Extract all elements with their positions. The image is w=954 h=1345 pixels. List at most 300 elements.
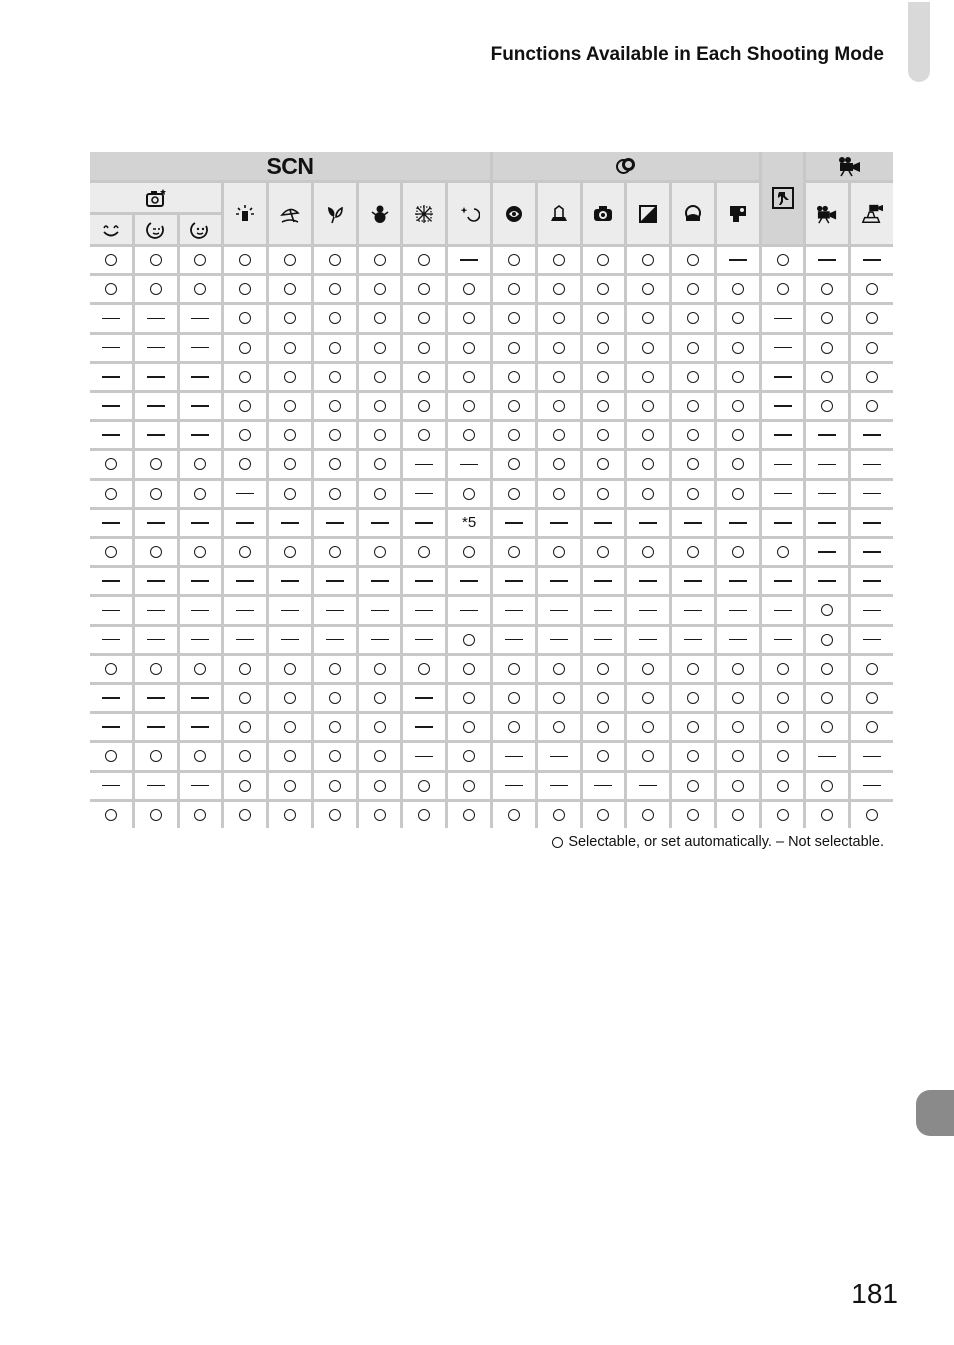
table-cell xyxy=(224,276,266,302)
not-selectable-dash-icon xyxy=(191,580,209,582)
selectable-circle-icon xyxy=(239,721,251,733)
table-cell xyxy=(672,568,714,594)
foliage-header xyxy=(314,183,356,244)
miniature-icon xyxy=(548,203,570,225)
selectable-circle-icon xyxy=(150,458,162,470)
selectable-circle-icon xyxy=(508,692,520,704)
selectable-circle-icon xyxy=(194,546,206,558)
table-cell xyxy=(180,393,222,419)
not-selectable-dash-icon xyxy=(774,318,792,320)
table-cell xyxy=(135,773,177,799)
table-cell xyxy=(90,247,132,273)
table-cell xyxy=(180,568,222,594)
table-cell xyxy=(583,247,625,273)
table-cell xyxy=(224,627,266,653)
selectable-circle-icon xyxy=(821,663,833,675)
table-cell xyxy=(538,364,580,390)
selectable-circle-icon xyxy=(105,750,117,762)
table-cell xyxy=(627,393,669,419)
table-cell xyxy=(672,773,714,799)
selectable-circle-icon xyxy=(732,312,744,324)
table-cell xyxy=(717,335,759,361)
table-cell xyxy=(672,743,714,769)
not-selectable-dash-icon xyxy=(818,551,836,553)
selectable-circle-icon xyxy=(597,254,609,266)
table-cell xyxy=(269,481,311,507)
beach-icon xyxy=(279,203,301,225)
table-cell xyxy=(448,481,490,507)
selectable-circle-icon xyxy=(418,809,430,821)
selectable-circle-icon xyxy=(150,546,162,558)
table-cell xyxy=(269,364,311,390)
selectable-circle-icon xyxy=(329,809,341,821)
table-cell xyxy=(359,481,401,507)
table-cell xyxy=(762,539,804,565)
table-cell xyxy=(180,305,222,331)
selectable-circle-icon xyxy=(866,342,878,354)
selectable-circle-icon xyxy=(329,371,341,383)
fish-eye-icon xyxy=(503,203,525,225)
table-cell xyxy=(493,656,535,682)
table-cell xyxy=(448,335,490,361)
selectable-circle-icon xyxy=(105,809,117,821)
selectable-circle-icon xyxy=(687,780,699,792)
selectable-circle-icon xyxy=(866,721,878,733)
table-cell xyxy=(538,276,580,302)
selectable-circle-icon xyxy=(508,254,520,266)
selectable-circle-icon xyxy=(597,750,609,762)
selectable-circle-icon xyxy=(553,254,565,266)
selectable-circle-icon xyxy=(597,546,609,558)
selectable-circle-icon xyxy=(597,663,609,675)
footnote-ref: *5 xyxy=(462,514,477,532)
selectable-circle-icon xyxy=(642,809,654,821)
table-cell xyxy=(538,773,580,799)
table-cell xyxy=(448,714,490,740)
table-cell xyxy=(135,305,177,331)
not-selectable-dash-icon xyxy=(281,610,299,612)
smart-shutter-header xyxy=(90,183,221,212)
not-selectable-dash-icon xyxy=(326,639,344,641)
selectable-circle-icon xyxy=(687,721,699,733)
selectable-circle-icon xyxy=(463,283,475,295)
selectable-circle-icon xyxy=(732,342,744,354)
not-selectable-dash-icon xyxy=(863,434,881,436)
table-cell xyxy=(224,305,266,331)
table-cell xyxy=(269,451,311,477)
long-shutter-header xyxy=(448,183,490,244)
not-selectable-dash-icon xyxy=(191,318,209,320)
selectable-circle-icon xyxy=(508,488,520,500)
table-cell xyxy=(90,539,132,565)
movie-group-header xyxy=(806,152,893,180)
selectable-circle-icon xyxy=(284,692,296,704)
toy-camera-icon xyxy=(592,203,614,225)
table-cell xyxy=(762,247,804,273)
table-cell xyxy=(224,773,266,799)
selectable-circle-icon xyxy=(553,663,565,675)
not-selectable-dash-icon xyxy=(639,639,657,641)
selectable-circle-icon xyxy=(329,750,341,762)
table-cell xyxy=(448,422,490,448)
not-selectable-dash-icon xyxy=(729,610,747,612)
table-cell xyxy=(90,393,132,419)
selectable-circle-icon xyxy=(553,809,565,821)
selectable-circle-icon xyxy=(284,371,296,383)
not-selectable-dash-icon xyxy=(102,785,120,787)
selectable-circle-icon xyxy=(821,604,833,616)
selectable-circle-icon xyxy=(374,692,386,704)
table-cell xyxy=(359,568,401,594)
selectable-circle-icon xyxy=(732,809,744,821)
not-selectable-dash-icon xyxy=(147,522,165,524)
table-cell xyxy=(672,393,714,419)
table-cell xyxy=(538,714,580,740)
not-selectable-dash-icon xyxy=(191,610,209,612)
selectable-circle-icon xyxy=(463,780,475,792)
not-selectable-dash-icon xyxy=(147,639,165,641)
not-selectable-dash-icon xyxy=(147,318,165,320)
selectable-circle-icon xyxy=(329,546,341,558)
table-cell xyxy=(538,451,580,477)
not-selectable-dash-icon xyxy=(371,522,389,524)
table-cell xyxy=(493,305,535,331)
wink-self-timer-header xyxy=(135,215,177,244)
selectable-circle-icon xyxy=(732,780,744,792)
not-selectable-dash-icon xyxy=(594,610,612,612)
selectable-circle-icon xyxy=(597,283,609,295)
selectable-circle-icon xyxy=(866,312,878,324)
selectable-circle-icon xyxy=(732,488,744,500)
super-vivid-icon xyxy=(682,203,704,225)
table-cell xyxy=(403,568,445,594)
table-cell xyxy=(717,276,759,302)
table-cell xyxy=(135,627,177,653)
selectable-circle-icon xyxy=(239,750,251,762)
selectable-circle-icon xyxy=(284,458,296,470)
table-cell xyxy=(627,802,669,828)
table-cell xyxy=(627,627,669,653)
selectable-circle-icon xyxy=(284,780,296,792)
table-cell xyxy=(135,656,177,682)
table-cell xyxy=(180,539,222,565)
table-cell xyxy=(762,422,804,448)
table-cell xyxy=(180,276,222,302)
table-cell xyxy=(135,714,177,740)
table-cell xyxy=(493,276,535,302)
smile-icon xyxy=(100,220,122,240)
table-cell xyxy=(762,627,804,653)
table-cell xyxy=(583,276,625,302)
table-cell xyxy=(627,364,669,390)
selectable-circle-icon xyxy=(284,312,296,324)
selectable-circle-icon xyxy=(687,692,699,704)
selectable-circle-icon xyxy=(329,342,341,354)
table-cell xyxy=(224,743,266,769)
table-cell xyxy=(314,451,356,477)
table-cell xyxy=(180,627,222,653)
selectable-circle-icon xyxy=(374,809,386,821)
table-cell xyxy=(269,305,311,331)
table-cell xyxy=(314,743,356,769)
table-cell xyxy=(180,656,222,682)
selectable-circle-icon xyxy=(777,809,789,821)
table-cell xyxy=(180,422,222,448)
table-cell xyxy=(538,539,580,565)
table-cell xyxy=(224,393,266,419)
shooting-mode-table xyxy=(90,152,893,828)
table-cell xyxy=(359,305,401,331)
selectable-circle-icon xyxy=(284,546,296,558)
table-cell xyxy=(224,597,266,623)
table-cell xyxy=(314,510,356,536)
selectable-circle-icon xyxy=(374,400,386,412)
snow-icon xyxy=(369,203,391,225)
table-cell xyxy=(672,802,714,828)
selectable-circle-icon xyxy=(105,283,117,295)
selectable-circle-icon xyxy=(374,750,386,762)
page-number: 181 xyxy=(851,1278,898,1309)
table-cell xyxy=(403,510,445,536)
selectable-circle-icon xyxy=(687,488,699,500)
not-selectable-dash-icon xyxy=(639,580,657,582)
table-cell xyxy=(403,481,445,507)
selectable-circle-icon xyxy=(374,546,386,558)
selectable-circle-icon xyxy=(284,809,296,821)
table-cell xyxy=(717,539,759,565)
table-cell xyxy=(672,685,714,711)
table-cell xyxy=(135,597,177,623)
table-cell xyxy=(583,597,625,623)
table-cell xyxy=(90,422,132,448)
table-cell xyxy=(762,597,804,623)
selectable-circle-icon xyxy=(687,342,699,354)
table-cell xyxy=(672,597,714,623)
table-cell xyxy=(314,481,356,507)
not-selectable-dash-icon xyxy=(774,522,792,524)
table-cell xyxy=(224,656,266,682)
not-selectable-dash-icon xyxy=(147,610,165,612)
iframe-movie-header xyxy=(851,183,893,244)
table-cell xyxy=(224,247,266,273)
selectable-circle-icon xyxy=(284,663,296,675)
table-cell xyxy=(806,451,848,477)
table-cell xyxy=(806,335,848,361)
not-selectable-dash-icon xyxy=(415,697,433,699)
table-cell xyxy=(717,627,759,653)
not-selectable-dash-icon xyxy=(684,639,702,641)
table-cell xyxy=(359,276,401,302)
table-cell xyxy=(269,802,311,828)
selectable-circle-icon xyxy=(508,809,520,821)
creative-filters-icon xyxy=(614,154,638,178)
discreet-icon xyxy=(771,186,795,210)
table-cell xyxy=(627,276,669,302)
selectable-circle-icon xyxy=(239,809,251,821)
table-cell xyxy=(672,714,714,740)
not-selectable-dash-icon xyxy=(684,580,702,582)
table-cell xyxy=(583,335,625,361)
table-cell xyxy=(762,276,804,302)
selectable-circle-icon xyxy=(687,283,699,295)
not-selectable-dash-icon xyxy=(594,522,612,524)
not-selectable-dash-icon xyxy=(818,756,836,758)
not-selectable-dash-icon xyxy=(460,464,478,466)
not-selectable-dash-icon xyxy=(818,464,836,466)
table-cell xyxy=(627,539,669,565)
table-cell xyxy=(806,247,848,273)
table-cell xyxy=(448,305,490,331)
table-cell xyxy=(180,743,222,769)
selectable-circle-icon xyxy=(329,312,341,324)
table-cell xyxy=(403,276,445,302)
selectable-circle-icon xyxy=(239,342,251,354)
table-cell xyxy=(90,597,132,623)
selectable-circle-icon xyxy=(687,809,699,821)
not-selectable-dash-icon xyxy=(415,639,433,641)
selectable-circle-icon xyxy=(687,254,699,266)
table-cell xyxy=(493,597,535,623)
miniature-header xyxy=(538,183,580,244)
table-cell xyxy=(851,802,893,828)
table-cell xyxy=(538,393,580,419)
table-cell xyxy=(538,802,580,828)
not-selectable-dash-icon xyxy=(191,405,209,407)
not-selectable-dash-icon xyxy=(326,522,344,524)
not-selectable-dash-icon xyxy=(236,639,254,641)
table-cell xyxy=(806,422,848,448)
face-self-timer-icon xyxy=(189,220,211,240)
table-cell xyxy=(717,802,759,828)
table-cell xyxy=(403,627,445,653)
selectable-circle-icon xyxy=(597,312,609,324)
table-cell xyxy=(583,627,625,653)
not-selectable-dash-icon xyxy=(505,610,523,612)
selectable-circle-icon xyxy=(508,429,520,441)
table-cell xyxy=(627,597,669,623)
table-cell xyxy=(180,802,222,828)
selectable-circle-icon xyxy=(821,371,833,383)
selectable-circle-icon xyxy=(642,371,654,383)
table-cell xyxy=(359,364,401,390)
selectable-circle-icon xyxy=(329,721,341,733)
not-selectable-dash-icon xyxy=(863,522,881,524)
table-cell xyxy=(359,714,401,740)
table-cell xyxy=(269,422,311,448)
selectable-circle-icon xyxy=(642,429,654,441)
selectable-circle-icon xyxy=(687,663,699,675)
table-cell xyxy=(493,451,535,477)
selectable-circle-icon xyxy=(284,721,296,733)
table-cell xyxy=(583,743,625,769)
table-cell xyxy=(448,627,490,653)
table-cell xyxy=(448,743,490,769)
table-cell xyxy=(135,568,177,594)
selectable-circle-icon xyxy=(463,371,475,383)
table-cell xyxy=(269,335,311,361)
selectable-circle-icon xyxy=(194,283,206,295)
not-selectable-dash-icon xyxy=(505,522,523,524)
selectable-circle-icon xyxy=(597,342,609,354)
table-cell xyxy=(314,305,356,331)
table-cell xyxy=(135,422,177,448)
selectable-circle-icon xyxy=(418,312,430,324)
selectable-circle-icon xyxy=(508,371,520,383)
table-cell xyxy=(627,743,669,769)
table-cell xyxy=(717,685,759,711)
table-cell xyxy=(314,714,356,740)
table-cell xyxy=(90,773,132,799)
table-cell xyxy=(583,539,625,565)
selectable-circle-icon xyxy=(239,400,251,412)
scn-label: SCN xyxy=(266,152,314,179)
not-selectable-dash-icon xyxy=(460,610,478,612)
table-cell xyxy=(717,451,759,477)
selectable-circle-icon xyxy=(284,342,296,354)
table-cell xyxy=(806,510,848,536)
selectable-circle-icon xyxy=(329,283,341,295)
selectable-circle-icon xyxy=(597,371,609,383)
selectable-circle-icon xyxy=(732,371,744,383)
table-cell xyxy=(90,627,132,653)
table-cell xyxy=(314,335,356,361)
selectable-circle-icon xyxy=(463,692,475,704)
table-cell xyxy=(806,802,848,828)
selectable-circle-icon xyxy=(329,663,341,675)
table-cell xyxy=(538,247,580,273)
table-cell xyxy=(135,335,177,361)
not-selectable-dash-icon xyxy=(147,697,165,699)
table-cell xyxy=(448,773,490,799)
table-cell xyxy=(806,305,848,331)
selectable-circle-icon xyxy=(418,400,430,412)
selectable-circle-icon xyxy=(687,400,699,412)
table-cell xyxy=(448,539,490,565)
table-cell xyxy=(224,451,266,477)
selectable-circle-icon xyxy=(329,400,341,412)
selectable-circle-icon xyxy=(284,429,296,441)
table-cell xyxy=(493,510,535,536)
selectable-circle-icon xyxy=(597,400,609,412)
selectable-circle-icon xyxy=(329,254,341,266)
iframe-movie-icon xyxy=(860,203,884,225)
not-selectable-dash-icon xyxy=(863,610,881,612)
selectable-circle-icon xyxy=(732,721,744,733)
fish-eye-header xyxy=(493,183,535,244)
table-cell xyxy=(314,393,356,419)
table-cell xyxy=(851,656,893,682)
table-cell xyxy=(672,656,714,682)
selectable-circle-icon xyxy=(194,750,206,762)
wink-self-timer-icon xyxy=(145,220,167,240)
table-cell xyxy=(627,568,669,594)
selectable-circle-icon xyxy=(821,634,833,646)
table-cell xyxy=(627,714,669,740)
table-cell xyxy=(269,539,311,565)
table-cell xyxy=(269,773,311,799)
table-cell xyxy=(806,714,848,740)
not-selectable-dash-icon xyxy=(550,522,568,524)
not-selectable-dash-icon xyxy=(191,522,209,524)
table-cell xyxy=(717,247,759,273)
table-cell xyxy=(448,656,490,682)
not-selectable-dash-icon xyxy=(550,639,568,641)
not-selectable-dash-icon xyxy=(102,318,120,320)
table-cell xyxy=(493,743,535,769)
table-cell xyxy=(269,743,311,769)
selectable-circle-icon xyxy=(508,663,520,675)
selectable-circle-icon xyxy=(239,692,251,704)
